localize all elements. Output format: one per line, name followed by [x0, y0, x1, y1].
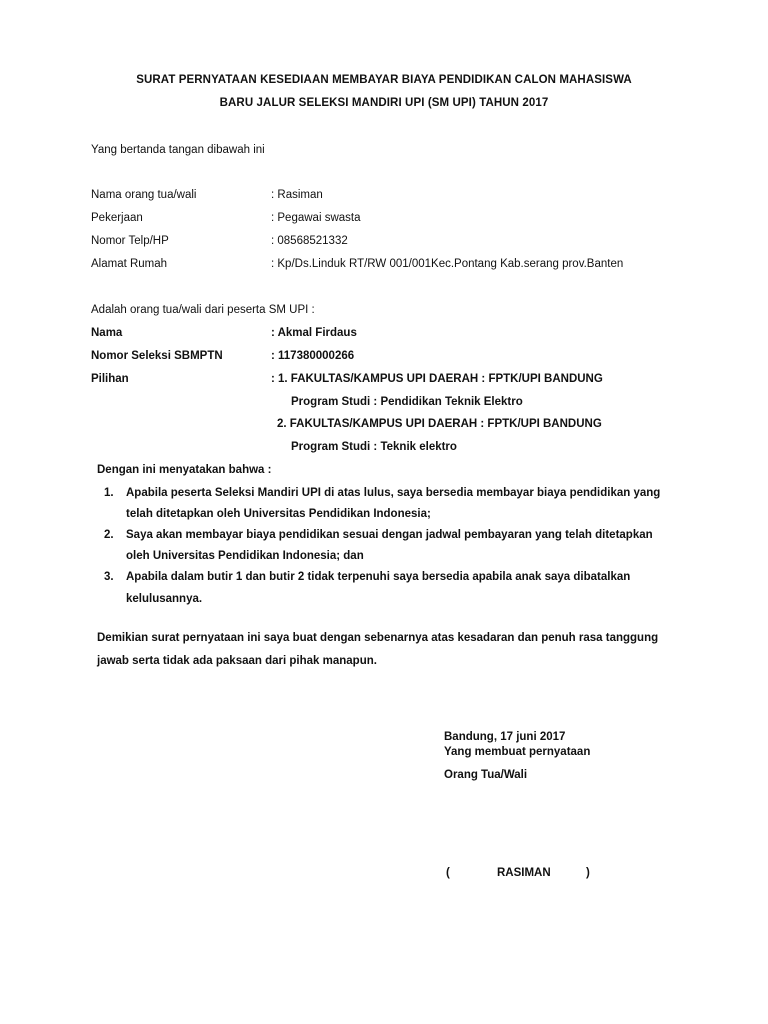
parent-job-label: Pekerjaan [91, 212, 143, 224]
participant-name-label: Nama [91, 327, 123, 339]
participant-name-value: : Akmal Firdaus [271, 327, 357, 339]
statement-2-line-1: Saya akan membayar biaya pendidikan sesuai dengan jadwal pembayaran yang telah ditetapkan [126, 529, 653, 541]
choice-2: 2. FAKULTAS/KAMPUS UPI DAERAH : FPTK/UPI BANDUNG [277, 418, 602, 430]
participant-choice-1: : 1. FAKULTAS/KAMPUS UPI DAERAH : FPTK/UPI BANDUNG [271, 373, 603, 385]
signature-maker: Yang membuat pernyataan [444, 746, 591, 758]
statement-2-line-2: oleh Universitas Pendidikan Indonesia; dan [126, 550, 364, 562]
signature-name: RASIMAN [497, 867, 551, 879]
statement-intro: Dengan ini menyatakan bahwa : [97, 464, 272, 476]
parent-job-value: : Pegawai swasta [271, 212, 361, 224]
closing-line-2: jawab serta tidak ada paksaan dari pihak manapun. [97, 655, 377, 667]
choice-1-program: Program Studi : Pendidikan Teknik Elektro [291, 396, 523, 408]
parent-name-value: : Rasiman [271, 189, 323, 201]
statement-1-number: 1. [104, 487, 114, 499]
parent-address-value: : Kp/Ds.Linduk RT/RW 001/001Kec.Pontang Kab.serang prov.Banten [271, 258, 624, 270]
statement-3-number: 3. [104, 571, 114, 583]
parent-phone-value: : 08568521332 [271, 235, 348, 247]
title-line-1: SURAT PERNYATAAN KESEDIAAN MEMBAYAR BIAYA PENDIDIKAN CALON MAHASISWA [136, 74, 632, 86]
signature-open-paren: ( [446, 867, 450, 879]
participant-choice-label: Pilihan [91, 373, 129, 385]
statement-2-number: 2. [104, 529, 114, 541]
choice-2-program: Program Studi : Teknik elektro [291, 441, 457, 453]
parent-address-label: Alamat Rumah [91, 258, 168, 270]
statement-3-line-2: kelulusannya. [126, 593, 203, 605]
participant-intro: Adalah orang tua/wali dari peserta SM UPI : [91, 304, 315, 316]
participant-number-value: : 117380000266 [271, 350, 355, 362]
signature-role: Orang Tua/Wali [444, 769, 528, 781]
statement-1-line-1: Apabila peserta Seleksi Mandiri UPI di atas lulus, saya bersedia membayar biaya pendidikan yang [126, 487, 661, 499]
statement-3-line-1: Apabila dalam butir 1 dan butir 2 tidak terpenuhi saya bersedia apabila anak saya dibatalkan [126, 571, 631, 583]
statement-1-line-2: telah ditetapkan oleh Universitas Pendidikan Indonesia; [126, 508, 431, 520]
parent-phone-label: Nomor Telp/HP [91, 235, 169, 247]
participant-number-label: Nomor Seleksi SBMPTN [91, 350, 223, 362]
title-line-2: BARU JALUR SELEKSI MANDIRI UPI (SM UPI) TAHUN 2017 [219, 97, 549, 109]
parent-name-label: Nama orang tua/wali [91, 189, 197, 201]
signature-place-date: Bandung, 17 juni 2017 [444, 731, 566, 743]
closing-line-1: Demikian surat pernyataan ini saya buat dengan sebenarnya atas kesadaran dan penuh rasa tanggung [97, 632, 659, 644]
intro-text: Yang bertanda tangan dibawah ini [91, 144, 265, 156]
signature-close-paren: ) [586, 867, 590, 879]
